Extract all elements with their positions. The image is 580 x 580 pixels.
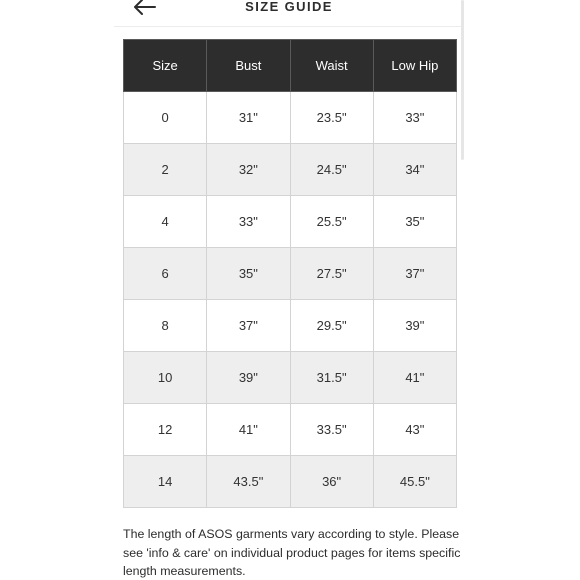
cell-size: 2 [124,144,207,196]
table-row [124,456,457,508]
cell-waist: 23.5" [290,92,373,144]
cell-bust: 37" [207,300,290,352]
cell-low-hip: 33" [373,92,456,144]
column-header-low-hip: Low Hip [373,40,456,92]
size-table [123,39,457,508]
table-row [124,352,457,404]
cell-low-hip: 41" [373,352,456,404]
cell-bust: 39" [207,352,290,404]
cell-bust: 31" [207,92,290,144]
table-row [124,404,457,456]
cell-waist: 25.5" [290,196,373,248]
cell-bust: 33" [207,196,290,248]
table-header-row [124,40,457,92]
page-title: SIZE GUIDE [245,0,333,14]
cell-low-hip: 39" [373,300,456,352]
cell-waist: 33.5" [290,404,373,456]
cell-bust: 32" [207,144,290,196]
cell-bust: 43.5" [207,456,290,508]
header-bar [114,0,464,27]
cell-low-hip: 45.5" [373,456,456,508]
cell-waist: 29.5" [290,300,373,352]
cell-low-hip: 43" [373,404,456,456]
cell-size: 6 [124,248,207,300]
scrollbar[interactable] [461,0,464,160]
cell-waist: 31.5" [290,352,373,404]
table-row [124,92,457,144]
table-row [124,144,457,196]
cell-low-hip: 34" [373,144,456,196]
cell-low-hip: 37" [373,248,456,300]
table-row [124,196,457,248]
cell-waist: 36" [290,456,373,508]
cell-size: 8 [124,300,207,352]
cell-size: 10 [124,352,207,404]
column-header-waist: Waist [290,40,373,92]
cell-bust: 41" [207,404,290,456]
column-header-size: Size [124,40,207,92]
length-note: The length of ASOS garments vary according to style. Please see 'info & care' on individual product pages for items specific length measurements. [123,527,461,578]
cell-waist: 24.5" [290,144,373,196]
cell-size: 14 [124,456,207,508]
cell-waist: 27.5" [290,248,373,300]
column-header-bust: Bust [207,40,290,92]
cell-low-hip: 35" [373,196,456,248]
cell-bust: 35" [207,248,290,300]
cell-size: 4 [124,196,207,248]
table-row [124,248,457,300]
table-row [124,300,457,352]
cell-size: 12 [124,404,207,456]
cell-size: 0 [124,92,207,144]
